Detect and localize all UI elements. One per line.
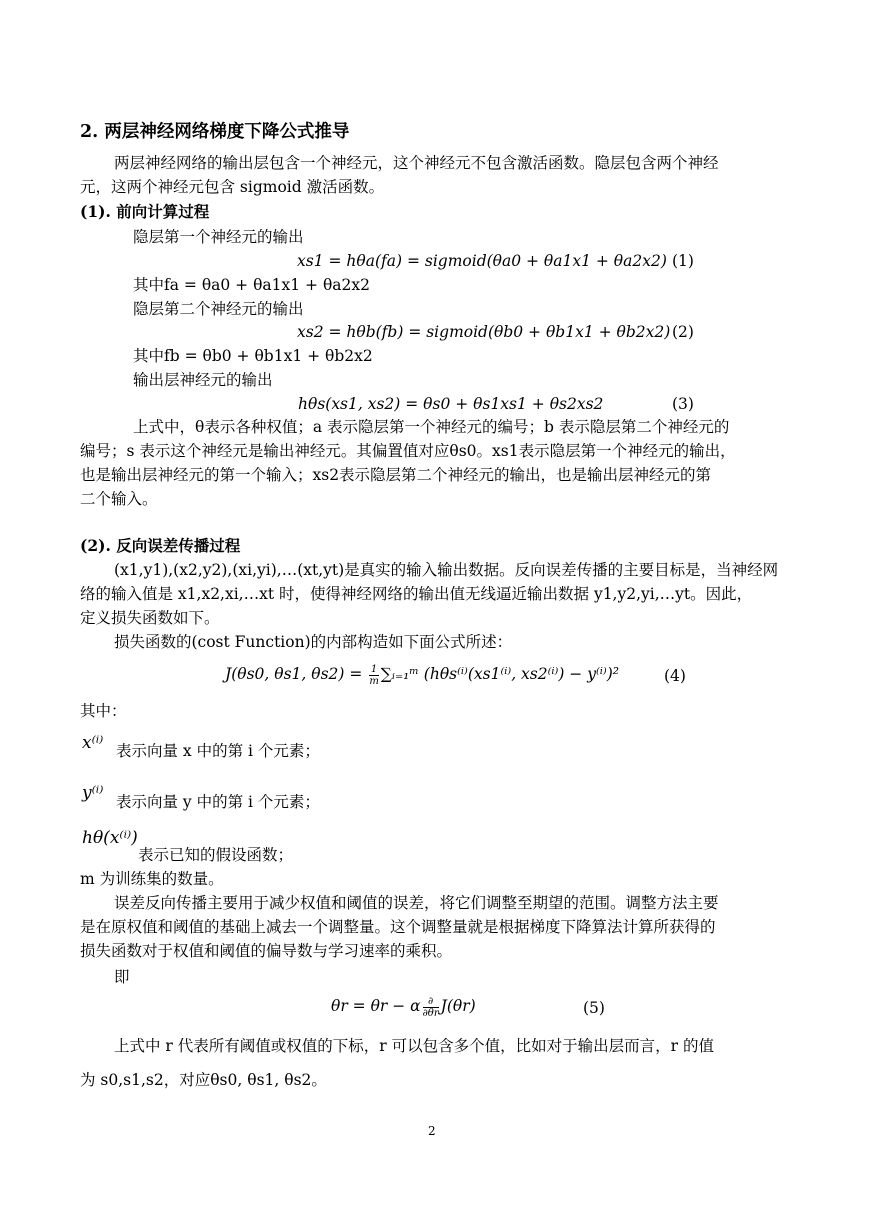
- ji-label: 即: [114, 968, 130, 986]
- definition-x-i: 表示向量 x 中的第 i 个元素；: [116, 742, 320, 760]
- equation-4-fraction: [369, 664, 378, 687]
- equation-3-number: (3): [672, 395, 694, 413]
- definition-y-i: 表示向量 y 中的第 i 个元素；: [116, 793, 320, 811]
- equation-1: xs1 = hθa(fa) = sigmoid(θa0 + θa1x1 + θa2x2): [297, 252, 667, 270]
- subsection-backprop-title: (2). 反向误差传播过程: [80, 536, 241, 555]
- final-line-1: 上式中 r 代表所有阈值或权值的下标，r 可以包含多个值，比如对于输出层而言，r 的值: [114, 1037, 714, 1055]
- equation-2: xs2 = hθb(fb) = sigmoid(θb0 + θb1x1 + θb2x2): [297, 323, 671, 341]
- fb-definition: 其中fb = θb0 + θb1x1 + θb2x2: [133, 347, 373, 365]
- symbol-y-i: y⁽ⁱ⁾: [82, 783, 104, 803]
- definition-h-theta: 表示已知的假设函数；: [138, 846, 294, 864]
- final-line-2: 为 s0,s1,s2，对应θs0, θs1, θs2。: [80, 1071, 327, 1089]
- equation-2-number: (2): [672, 323, 694, 341]
- intro-line-1: 两层神经网络的输出层包含一个神经元，这个神经元不包含激活函数。隐层包含两个神经: [114, 154, 719, 172]
- cost-function-intro: 损失函数的(cost Function)的内部构造如下面公式所述：: [114, 633, 513, 651]
- equation-5-fraction: [423, 996, 439, 1019]
- hidden1-label: 隐层第一个神经元的输出: [133, 228, 304, 246]
- symbol-h-theta: hθ(x⁽ⁱ⁾): [82, 828, 138, 848]
- hidden2-label: 隐层第二个神经元的输出: [133, 300, 304, 318]
- equation-5-lhs: θr = θr − α: [331, 997, 421, 1015]
- page-number: 2: [428, 1124, 436, 1138]
- equation-4-lhs: J(θs0, θs1, θs2) =: [225, 665, 368, 683]
- equation-4-denominator: m: [369, 675, 379, 687]
- paragraph-line-3: 损失函数对于权值和阈值的偏导数与学习速率的乘积。: [80, 942, 453, 960]
- paragraph-line-1: 误差反向传播主要用于减少权值和阈值的误差，将它们调整至期望的范围。调整方法主要: [114, 894, 719, 912]
- symbol-x-i: x⁽ⁱ⁾: [82, 733, 104, 753]
- equation-5-number: (5): [583, 999, 605, 1017]
- output-label: 输出层神经元的输出: [133, 371, 273, 389]
- section-title: 2. 两层神经网络梯度下降公式推导: [80, 122, 350, 142]
- where-label: 其中：: [80, 702, 127, 720]
- subsection-forward-title: (1). 前向计算过程: [80, 202, 210, 221]
- intro-line-2: 元，这两个神经元包含 sigmoid 激活函数。: [80, 178, 385, 196]
- explanation-line-2: 编号；s 表示这个神经元是输出神经元。其偏置值对应θs0。xs1表示隐层第一个神经元的输出，: [80, 442, 736, 460]
- explanation-line-3: 也是输出层神经元的第一个输入；xs2表示隐层第二个神经元的输出，也是输出层神经元的第: [80, 466, 712, 484]
- equation-4-rhs: ∑ᵢ₌₁ᵐ (hθs⁽ⁱ⁾(xs1⁽ⁱ⁾, xs2⁽ⁱ⁾) − y⁽ⁱ⁾)²: [380, 665, 619, 683]
- equation-1-number: (1): [672, 252, 694, 270]
- equation-3: hθs(xs1, xs2) = θs0 + θs1xs1 + θs2xs2: [298, 395, 604, 413]
- definition-m: m 为训练集的数量。: [80, 870, 224, 888]
- backprop-line-3: 定义损失函数如下。: [80, 609, 220, 627]
- equation-4-numerator: 1: [370, 663, 378, 675]
- equation-5-denominator: ∂θr: [422, 1007, 439, 1019]
- paragraph-line-2: 是在原权值和阈值的基础上减去一个调整量。这个调整量就是根据梯度下降算法计算所获得的: [80, 918, 716, 936]
- equation-4-number: (4): [664, 667, 686, 685]
- fa-definition: 其中fa = θa0 + θa1x1 + θa2x2: [133, 276, 371, 294]
- equation-5-rhs: J(θr): [440, 997, 476, 1015]
- backprop-line-1: (x1,y1),(x2,y2),(xi,yi),…(xt,yt)是真实的输入输出数据。反向误差传播的主要目标是，当神经网: [114, 561, 779, 579]
- explanation-line-4: 二个输入。: [80, 490, 158, 508]
- equation-5: [331, 995, 476, 1019]
- backprop-line-2: 络的输入值是 x1,x2,xi,…xt 时，使得神经网络的输出值无线逼近输出数据 y1,y2,yi,…yt。因此，: [80, 585, 753, 603]
- explanation-line-1: 上式中，θ表示各种权值；a 表示隐层第一个神经元的编号；b 表示隐层第二个神经元的: [133, 418, 730, 436]
- equation-4: [225, 663, 619, 687]
- equation-5-numerator: ∂: [423, 996, 439, 1008]
